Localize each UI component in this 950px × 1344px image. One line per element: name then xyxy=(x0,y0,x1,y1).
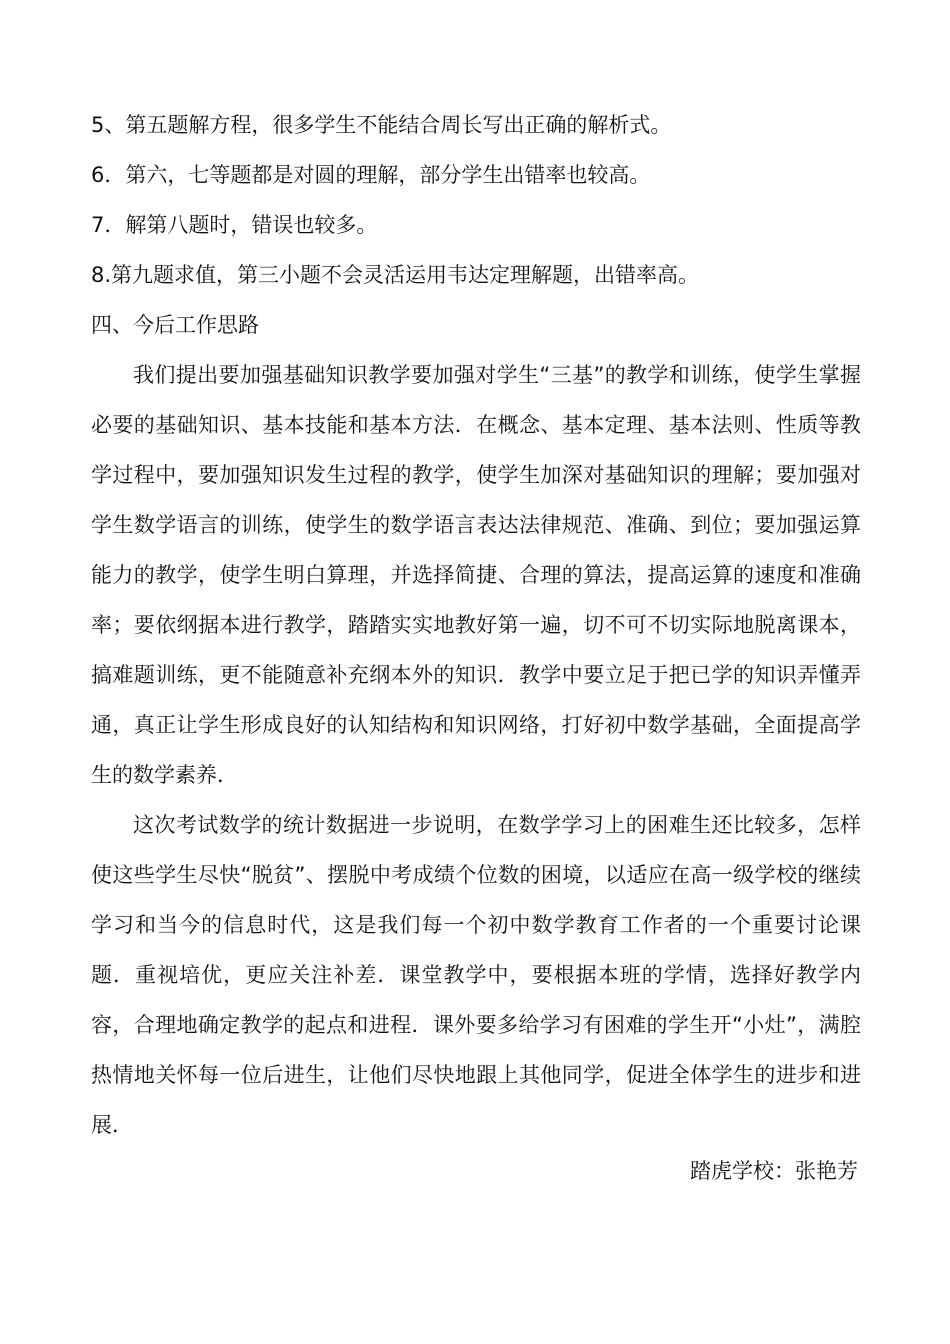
analysis-item-5: 5、第五题解方程，很多学生不能结合周长写出正确的解析式。 xyxy=(91,113,672,137)
analysis-item-6: 6．第六，七等题都是对圆的理解，部分学生出错率也较高。 xyxy=(91,163,651,187)
analysis-item-7: 7．解第八题时，错误也较多。 xyxy=(91,213,378,237)
analysis-item-8: 8.第九题求值，第三小题不会灵活运用韦达定理解题，出错率高。 xyxy=(91,263,700,287)
author-signature: 踏虎学校：张艳芳 xyxy=(690,1159,858,1183)
body-paragraph-2: 这次考试数学的统计数据进一步说明，在数学学习上的困难生还比较多，怎样使这些学生尽快“脱贫”、摆脱中考成绩个位数的困境，以适应在高一级学校的继续学习和当今的信息时代，这是我们每一个初中数学教育工作者的一个重要讨论课题．重视培优，更应关注补差．课堂教学中，要根据本班的学情，选择好教学内容，合理地确定教学的起点和进程．课外要多给学习有困难的学生开“小灶”，满腔热情地关怀每一位后进生，让他们尽快地跟上其他同学，促进全体学生的进步和进展． xyxy=(91,813,861,1137)
body-paragraph-1: 我们提出要加强基础知识教学要加强对学生“三基”的教学和训练，使学生掌握必要的基础知识、基本技能和基本方法．在概念、基本定理、基本法则、性质等教学过程中，要加强知识发生过程的教学，使学生加深对基础知识的理解；要加强对学生数学语言的训练，使学生的数学语言表达法律规范、准确、到位；要加强运算能力的教学，使学生明白算理，并选择简捷、合理的算法，提高运算的速度和准确率；要依纲据本进行教学，踏踏实实地教好第一遍，切不可不切实际地脱离课本，搞难题训练，更不能随意补充纲本外的知识．教学中要立足于把已学的知识弄懂弄通，真正让学生形成良好的认知结构和知识网络，打好初中数学基础，全面提高学生的数学素养． xyxy=(91,363,861,787)
section-heading: 四、今后工作思路 xyxy=(91,313,259,337)
